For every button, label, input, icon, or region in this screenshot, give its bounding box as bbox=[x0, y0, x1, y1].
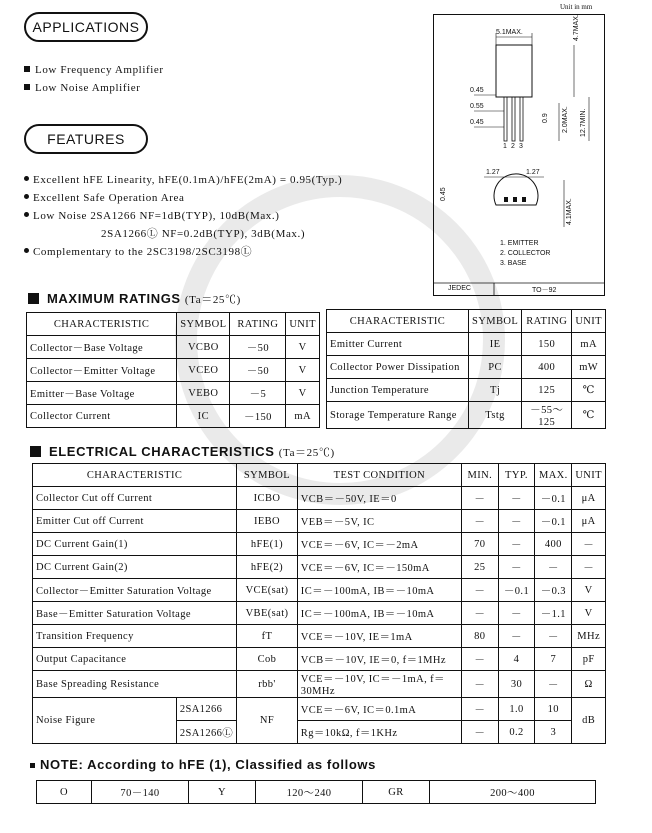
header-cell: CHARACTERISTIC bbox=[327, 310, 469, 333]
table-cell: － bbox=[498, 556, 535, 579]
note-heading: NOTE: According to hFE (1), Classified as follows bbox=[30, 757, 376, 772]
table-cell: － bbox=[461, 602, 498, 625]
table-cell: － bbox=[572, 533, 606, 556]
dim-label: 2.0MAX. bbox=[562, 106, 569, 133]
table-cell: Transition Frequency bbox=[33, 625, 237, 648]
dim-label: 0.45 bbox=[470, 119, 484, 126]
package-outline-box bbox=[433, 14, 605, 296]
table-cell: 4 bbox=[498, 648, 535, 671]
pin-label: 3. BASE bbox=[500, 260, 527, 267]
list-item: Low Frequency Amplifier bbox=[24, 61, 164, 79]
table-cell: VBE(sat) bbox=[237, 602, 298, 625]
table-cell: VCB＝－10V, IE＝0, f＝1MHz bbox=[297, 648, 461, 671]
table-cell: V bbox=[572, 602, 606, 625]
dim-label: 12.7MIN. bbox=[580, 108, 587, 137]
table-cell: Ω bbox=[572, 671, 606, 698]
table-cell: Base Spreading Resistance bbox=[33, 671, 237, 698]
table-cell: pF bbox=[572, 648, 606, 671]
table-cell: IC＝－100mA, IB＝－10mA bbox=[297, 602, 461, 625]
pin-label: 2. COLLECTOR bbox=[500, 250, 551, 257]
jedec-value: TO－92 bbox=[532, 287, 557, 294]
header-cell: SYMBOL bbox=[237, 464, 298, 487]
dim-label: 0.45 bbox=[440, 187, 447, 201]
table-cell: Collector－Emitter Saturation Voltage bbox=[33, 579, 237, 602]
table-cell: V bbox=[572, 579, 606, 602]
table-cell: － bbox=[461, 487, 498, 510]
table-cell: － bbox=[461, 671, 498, 698]
list-item: Excellent hFE Linearity, hFE(0.1mA)/hFE(2mA) = 0.95(Typ.) bbox=[24, 171, 424, 189]
table-row bbox=[33, 533, 606, 556]
table-cell: 30 bbox=[498, 671, 535, 698]
list-item: Low Noise 2SA1266 NF=1dB(TYP), 10dB(Max.) bbox=[24, 207, 424, 225]
electrical-heading: ELECTRICAL CHARACTERISTICS (Ta＝25℃) bbox=[30, 444, 335, 460]
table-cell: － bbox=[498, 510, 535, 533]
max-ratings-table-right bbox=[326, 309, 606, 429]
table-row bbox=[33, 602, 606, 625]
dim-label: 4.7MAX. bbox=[573, 14, 580, 41]
table-row: Collector－Emitter Voltage VCEO －50 V bbox=[27, 359, 320, 382]
dim-label: 0.9 bbox=[542, 113, 549, 123]
pin-label: 1. EMITTER bbox=[500, 240, 539, 247]
table-cell: － bbox=[572, 556, 606, 579]
header-cell: CHARACTERISTIC bbox=[27, 313, 177, 336]
table-cell: 25 bbox=[461, 556, 498, 579]
table-row bbox=[33, 579, 606, 602]
list-item: 2SA1266Ⓛ NF=0.2dB(TYP), 3dB(Max.) bbox=[101, 228, 306, 240]
table-cell: －0.1 bbox=[498, 579, 535, 602]
table-row bbox=[33, 556, 606, 579]
table-cell: hFE(1) bbox=[237, 533, 298, 556]
table-cell: －0.3 bbox=[535, 579, 572, 602]
table-cell: － bbox=[461, 579, 498, 602]
table-cell: fT bbox=[237, 625, 298, 648]
header-cell: UNIT bbox=[572, 464, 606, 487]
table-row: Collector Current IC －150 mA bbox=[27, 405, 320, 428]
table-row bbox=[33, 487, 606, 510]
table-row: Collector Power Dissipation PC 400 mW bbox=[327, 356, 606, 379]
table-cell: VCB＝－50V, IE＝0 bbox=[297, 487, 461, 510]
table-cell: － bbox=[535, 671, 572, 698]
features-title: FEATURES bbox=[24, 124, 148, 154]
table-cell: － bbox=[498, 533, 535, 556]
header-cell: TEST CONDITION bbox=[297, 464, 461, 487]
table-row bbox=[33, 625, 606, 648]
table-cell: － bbox=[535, 625, 572, 648]
table-cell: － bbox=[498, 625, 535, 648]
header-cell: TYP. bbox=[498, 464, 535, 487]
table-cell: VCE＝－6V, IC＝－2mA bbox=[297, 533, 461, 556]
applications-list bbox=[24, 61, 164, 97]
table-row bbox=[33, 648, 606, 671]
table-cell: 80 bbox=[461, 625, 498, 648]
table-cell: Cob bbox=[237, 648, 298, 671]
table-cell: － bbox=[461, 648, 498, 671]
table-cell: VEB＝－5V, IC bbox=[297, 510, 461, 533]
table-cell: ICBO bbox=[237, 487, 298, 510]
list-item: Low Noise Amplifier bbox=[24, 79, 164, 97]
header-cell: MIN. bbox=[461, 464, 498, 487]
dim-label: 1.27 bbox=[526, 169, 540, 176]
dim-label: 1.27 bbox=[486, 169, 500, 176]
table-cell: －1.1 bbox=[535, 602, 572, 625]
table-cell: － bbox=[535, 556, 572, 579]
list-item: Excellent Safe Operation Area bbox=[24, 189, 424, 207]
table-cell: DC Current Gain(1) bbox=[33, 533, 237, 556]
dim-label: 0.45 bbox=[470, 87, 484, 94]
table-cell: －0.1 bbox=[535, 487, 572, 510]
pin-number: 1 bbox=[503, 143, 507, 150]
dim-label: 0.55 bbox=[470, 103, 484, 110]
table-cell: IEBO bbox=[237, 510, 298, 533]
table-cell: Collector Cut off Current bbox=[33, 487, 237, 510]
electrical-table bbox=[32, 463, 606, 744]
table-row: Storage Temperature Range Tstg －55～125 ℃ bbox=[327, 402, 606, 429]
header-cell: MAX. bbox=[535, 464, 572, 487]
max-ratings-heading: MAXIMUM RATINGS (Ta＝25℃) bbox=[28, 291, 241, 307]
table-cell: Base－Emitter Saturation Voltage bbox=[33, 602, 237, 625]
dim-label: 4.1MAX. bbox=[566, 198, 573, 225]
table-cell: MHz bbox=[572, 625, 606, 648]
dim-label: 5.1MAX. bbox=[496, 29, 523, 36]
table-row: Junction Temperature Tj 125 ℃ bbox=[327, 379, 606, 402]
table-cell: hFE(2) bbox=[237, 556, 298, 579]
table-cell: μA bbox=[572, 510, 606, 533]
table-cell: 7 bbox=[535, 648, 572, 671]
table-cell: VCE＝－6V, IC＝－150mA bbox=[297, 556, 461, 579]
unit-note: Unit in mm bbox=[560, 3, 593, 11]
features-list bbox=[24, 171, 424, 261]
list-item: Complementary to the 2SC3198/2SC3198Ⓛ bbox=[24, 243, 424, 261]
table-cell: VCE＝－10V, IC＝－1mA, f＝30MHz bbox=[297, 671, 461, 698]
table-row bbox=[33, 510, 606, 533]
table-cell: －0.1 bbox=[535, 510, 572, 533]
table-cell: Output Capacitance bbox=[33, 648, 237, 671]
header-cell: SYMBOL bbox=[177, 313, 230, 336]
header-cell: RATING bbox=[522, 310, 572, 333]
table-row: Emitter－Base Voltage VEBO －5 V bbox=[27, 382, 320, 405]
applications-title: APPLICATIONS bbox=[24, 12, 148, 42]
table-cell: IC＝－100mA, IB＝－10mA bbox=[297, 579, 461, 602]
table-cell: － bbox=[498, 602, 535, 625]
table-cell: VCE(sat) bbox=[237, 579, 298, 602]
pin-number: 2 bbox=[511, 143, 515, 150]
table-cell: Emitter Cut off Current bbox=[33, 510, 237, 533]
table-row: Collector－Base Voltage VCBO －50 V bbox=[27, 336, 320, 359]
table-row: Emitter Current IE 150 mA bbox=[327, 333, 606, 356]
classification-table bbox=[36, 780, 596, 804]
table-cell: － bbox=[461, 510, 498, 533]
jedec-label: JEDEC bbox=[448, 285, 471, 292]
table-cell: μA bbox=[572, 487, 606, 510]
header-cell: UNIT bbox=[286, 313, 320, 336]
table-row: Noise Figure 2SA1266 NF VCE＝－6V, IC＝0.1mA － 1.0 10 dB bbox=[33, 698, 606, 721]
table-row: O 70－140 Y 120～240 GR 200～400 bbox=[37, 781, 596, 804]
max-ratings-table-left bbox=[26, 312, 320, 428]
table-cell: － bbox=[498, 487, 535, 510]
pin-number: 3 bbox=[519, 143, 523, 150]
table-cell: rbb' bbox=[237, 671, 298, 698]
header-cell: SYMBOL bbox=[468, 310, 521, 333]
header-cell: UNIT bbox=[572, 310, 606, 333]
pin-legend bbox=[500, 239, 550, 269]
table-cell: VCE＝－10V, IE＝1mA bbox=[297, 625, 461, 648]
table-row bbox=[33, 671, 606, 698]
header-cell: RATING bbox=[230, 313, 286, 336]
header-cell: CHARACTERISTIC bbox=[33, 464, 237, 487]
table-cell: DC Current Gain(2) bbox=[33, 556, 237, 579]
table-cell: 400 bbox=[535, 533, 572, 556]
table-row: 2SA1266Ⓛ Rg＝10kΩ, f＝1KHz － 0.2 3 bbox=[33, 721, 606, 744]
table-cell: 70 bbox=[461, 533, 498, 556]
